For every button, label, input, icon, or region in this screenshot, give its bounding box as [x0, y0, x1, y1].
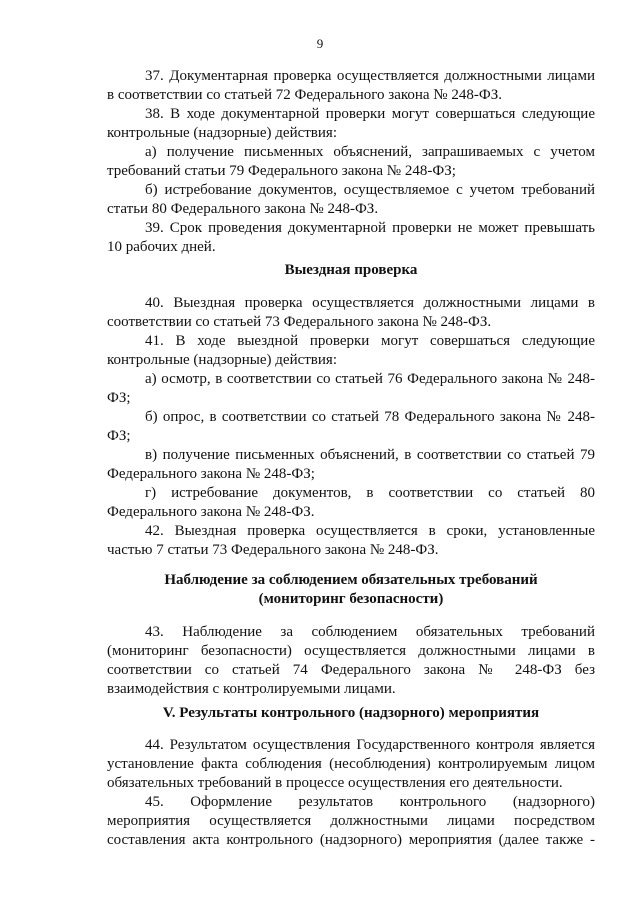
paragraph-line: Федерального закона № 248-ФЗ.	[107, 504, 315, 520]
paragraph-line: 42. Выездная проверка осуществляется в сроки, установленные	[145, 523, 595, 539]
paragraph-line: составления акта контрольного (надзорного) мероприятия (далее также -	[107, 832, 595, 848]
paragraph-line: 39. Срок проведения документарной проверки не может превышать	[145, 220, 595, 236]
section-heading: Выездная проверка	[284, 262, 418, 278]
paragraph-line: (мониторинг безопасности) осуществляется должностными лицами в	[107, 643, 595, 659]
paragraph-line: 10 рабочих дней.	[107, 239, 216, 255]
paragraph-line: контрольные (надзорные) действия:	[107, 125, 337, 141]
paragraph-line: 43. Наблюдение за соблюдением обязательных требований	[145, 624, 595, 640]
section-heading: Наблюдение за соблюдением обязательных требований	[164, 572, 538, 588]
paragraph-line: 38. В ходе документарной проверки могут совершаться следующие	[145, 106, 595, 122]
paragraph-line: ФЗ;	[107, 390, 131, 406]
paragraph-line: ФЗ;	[107, 428, 131, 444]
paragraph-line: а) получение письменных объяснений, запрашиваемых с учетом	[145, 144, 595, 160]
paragraph-line: в соответствии со статьей 72 Федерального закона № 248-ФЗ.	[107, 87, 502, 103]
paragraph-line: соответствии со статьей 73 Федерального закона № 248-ФЗ.	[107, 314, 492, 330]
paragraph-line: б) истребование документов, осуществляемое с учетом требований	[145, 182, 595, 198]
paragraph-line: мероприятия осуществляется должностными лицами посредством	[107, 813, 595, 829]
paragraph-line: 41. В ходе выездной проверки могут совершаться следующие	[145, 333, 595, 349]
paragraph-line: 45. Оформление результатов контрольного (надзорного)	[145, 794, 595, 810]
paragraph-line: соответствии со статьей 74 Федерального закона № 248-ФЗ без	[107, 662, 595, 678]
paragraph-line: б) опрос, в соответствии со статьей 78 Федерального закона № 248-	[145, 409, 595, 425]
section-heading: V. Результаты контрольного (надзорного) мероприятия	[162, 705, 540, 721]
paragraph-line: в) получение письменных объяснений, в соответствии со статьей 79	[145, 447, 595, 463]
paragraph-line: 37. Документарная проверка осуществляется должностными лицами	[145, 68, 595, 84]
paragraph-line: г) истребование документов, в соответствии со статьей 80	[145, 485, 595, 501]
paragraph-line: частью 7 статьи 73 Федерального закона № 248-ФЗ.	[107, 542, 439, 558]
paragraph-line: Федерального закона № 248-ФЗ;	[107, 466, 315, 482]
paragraph-line: контрольные (надзорные) действия:	[107, 352, 337, 368]
paragraph-line: 44. Результатом осуществления Государственного контроля является	[145, 737, 595, 753]
paragraph-line: а) осмотр, в соответствии со статьей 76 Федерального закона № 248-	[145, 371, 595, 387]
paragraph-line: статьи 80 Федерального закона № 248-ФЗ.	[107, 201, 379, 217]
paragraph-line: взаимодействия с контролируемыми лицами.	[107, 681, 396, 697]
section-heading: (мониторинг безопасности)	[258, 591, 444, 607]
paragraph-line: 40. Выездная проверка осуществляется должностными лицами в	[145, 295, 595, 311]
page-number: 9	[316, 36, 324, 51]
paragraph-line: требований статьи 79 Федерального закона № 248-ФЗ;	[107, 163, 456, 179]
paragraph-line: обязательных требований в процессе осуществления его деятельности.	[107, 775, 563, 791]
paragraph-line: установление факта соблюдения (несоблюдения) контролируемым лицом	[107, 756, 595, 772]
